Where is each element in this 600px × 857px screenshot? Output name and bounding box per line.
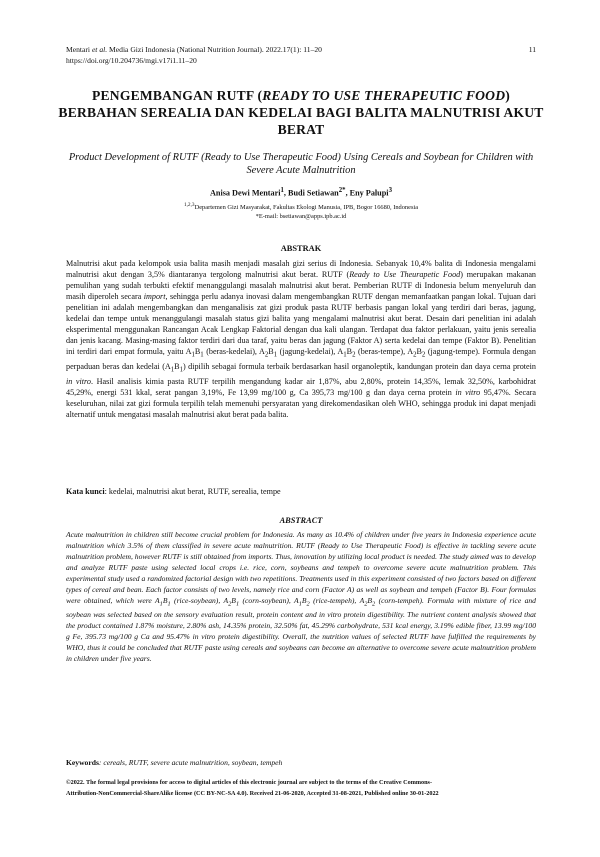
author-sup: 1 — [280, 187, 284, 194]
author-sup: 3 — [388, 187, 392, 194]
affiliation-line — [56, 201, 546, 212]
affiliation-text: Departemen Gizi Masyarakat, Fakultas Ekologi Manusia, IPB, Bogor 16680, Indonesia — [194, 204, 419, 212]
article-title — [56, 87, 546, 138]
affiliation — [56, 201, 546, 221]
running-header — [66, 44, 536, 66]
kata-kunci — [66, 487, 536, 496]
keywords-label: Keywords — [66, 758, 99, 767]
keywords — [66, 758, 536, 767]
license-line: Attribution-NonCommercial-ShareAlike license (CC BY-NC-SA 4.0). Received 21-06-2020, Accepted 31-08-2021, Published online 30-01-2022 — [66, 789, 439, 797]
keywords-text: : cereals, RUTF, severe acute malnutrition, soybean, tempeh — [98, 758, 283, 767]
kata-kunci-label: Kata kunci — [66, 487, 105, 496]
separator: , — [283, 188, 288, 198]
abstract-body: Acute malnutrition in children still become crucial problem for Indonesia. As many as 10.4% of children under five years in Indonesia experience acute malnutrition which 3.5% of them classified in severe acute malnutrition. RUTF (Ready to Use Therapeutic Food) is effective in tackling severe acute malnutrition problem, however RUTF is still obtained from imports. Thus, innovation by utilizing local product is needed. The study aimed was to develop and analyze RUTF paste using selected local crops i.e. rice, corn, soybeans and tempeh to overcome severe acute malnutrition problem. This experimental study used a randomized factorial design with two repetitions. Treatments used in this experiment consisted of two factors based on different types of cereal and bean. Each factor consists of two levels, namely rice and corn (Factor A) as well as soybean and tempeh (Factor B). Four formulas were obtained, which were $A_1B_1$ (rice-soybean), $A_2B_1$ (corn-soybean), $A_1B_2$ (rice-tempeh), $A_2B_2$ (corn-tempeh). Formula with mixture of rice and soybean was selected based on the sensory evaluation result, protein content and in vitro protein digestibility. The nutrient content analysis showed that the product contained 1.87% moisture, 2.80% ash, 14.35% protein, 32.50% fat, 45.29% carbohydrate, 531 kcal energy, 3.19% edible fiber, 13.99 mg/100 g Fe, 395.73 mg/100 g Ca and 95.47% in vitro protein digestibility. Overall, the nutrition values of selected RUTF have fulfilled the requirements by WHO, thus it could be concluded that RUTF paste using cereals and soybeans can become an alternative to overcome severe acute malnutrition problem in children under five years. — [66, 530, 536, 663]
abstract-heading: ABSTRACT — [279, 516, 323, 525]
citation-line — [66, 44, 536, 55]
page-number: 11 — [528, 45, 536, 54]
abstrak-body: Malnutrisi akut pada kelompok usia balita masih menjadi masalah gizi serius di Indonesia. Sebanyak 10,4% balita di Indonesia mengalami malnutrisi akut dengan 3,5% diantaranya tergolong malnutrisi akut berat. RUTF (Ready to Use Theurapetic Food) merupakan makanan pemulihan yang sudah terbukti efektif menanggulangi masalah malnutrisi akut berat. Pemberian RUTF di Indonesia belum menyeluruh dan masih diperoleh secara import, sehingga perlu adanya inovasi dalam mengembangkan RUTF dengan memanfaatkan pangan lokal. Tujuan dari penelitian ini adalah mengembangkan dan menganalisis zat gizi produk pasta RUTF berbasis pangan lokal yang terdiri dari beras, jagung, kedelai dan tempe untuk menanggulangi masalah status gizi balita yang mengalami malnutrisi akut berat. Desain dari penelitian ini adalah eksperimental menggunakan Rancangan Acak Lengkap Faktorial dengan dua kali ulangan. Terdapat dua faktor perlakuan, yaitu jenis serealia dan jenis kacang. Masing-masing faktor terdiri dari dua taraf, yaitu beras dan jagung (Faktor A) serta kedelai dan tempe (Faktor B). Penelitian ini terdiri dari empat formula, yaitu $A_1B_1$ (beras-kedelai), $A_2B_1$ (jagung-kedelai), $A_1B_2$ (beras-tempe), $A_2B_2$ (jagung-tempe). Formula dengan perpaduan beras dan kedelai $(A_1B_1)$ dipilih sebagai formula terbaik berdasarkan hasil organoleptik, kandungan protein dan daya cerna protein in vitro. Hasil analisis kimia pasta RUTF terpilih mengandung kadar air 1,87%, abu 2,80%, protein 14,35%, lemak 32,50%, karbohidrat 45,29%, energi 531 kkal, serat pangan 3,19%, Fe 13,99 mg/100 g, Ca 395,73 mg/100 g dan daya cerna protein in vitro 95,47%. Secara keseluruhan, nilai zat gizi formula terpilih telah memenuhi persyaratan yang direkomendasikan oleh WHO, sehingga produk ini dapat menjadi alternatif untuk mengatasi masalah malnutrisi akut berat pada balita. — [66, 259, 536, 419]
author-sup: 2* — [338, 187, 346, 194]
affiliation-sup: 1,2,3 — [183, 202, 195, 208]
license-line: ©2022. The formal legal provisions for access to digital articles of this electronic journal are subject to the terms of the Creative Commons- — [66, 779, 433, 786]
english-title: Product Development of RUTF (Ready to Use Therapeutic Food) Using Cereals and Soybean for Children with Severe Acute Malnutrition — [68, 152, 534, 176]
citation-journal: Media Gizi Indonesia (National Nutrition Journal). 2022.17(1): 11–20 — [107, 45, 322, 54]
author-name: Anisa Dewi Mentari — [209, 188, 281, 198]
separator: , — [345, 188, 350, 198]
license-footer — [66, 778, 536, 799]
doi-link[interactable]: https://doi.org/10.204736/mgi.v17i1.11–20 — [66, 56, 197, 65]
citation-authors: Mentari — [66, 45, 92, 54]
author-list — [56, 187, 546, 198]
title-part: PENGEMBANGAN RUTF ( — [92, 88, 263, 103]
title-part: ) BERBAHAN SEREALIA DAN KEDELAI BAGI BALITA MALNUTRISI AKUT BERAT — [58, 88, 544, 137]
corresponding-email[interactable]: *E-mail: bsetiawan@apps.ipb.ac.id — [255, 213, 347, 221]
citation-etal: et al. — [91, 45, 108, 54]
abstrak-heading: ABSTRAK — [280, 244, 322, 253]
author-name: Budi Setiawan — [288, 188, 339, 198]
author-name: Eny Palupi — [349, 188, 389, 198]
title-italic-part: READY TO USE THERAPEUTIC FOOD — [262, 88, 506, 103]
kata-kunci-text: : kedelai, malnutrisi akut berat, RUTF, serealia, tempe — [104, 487, 281, 496]
